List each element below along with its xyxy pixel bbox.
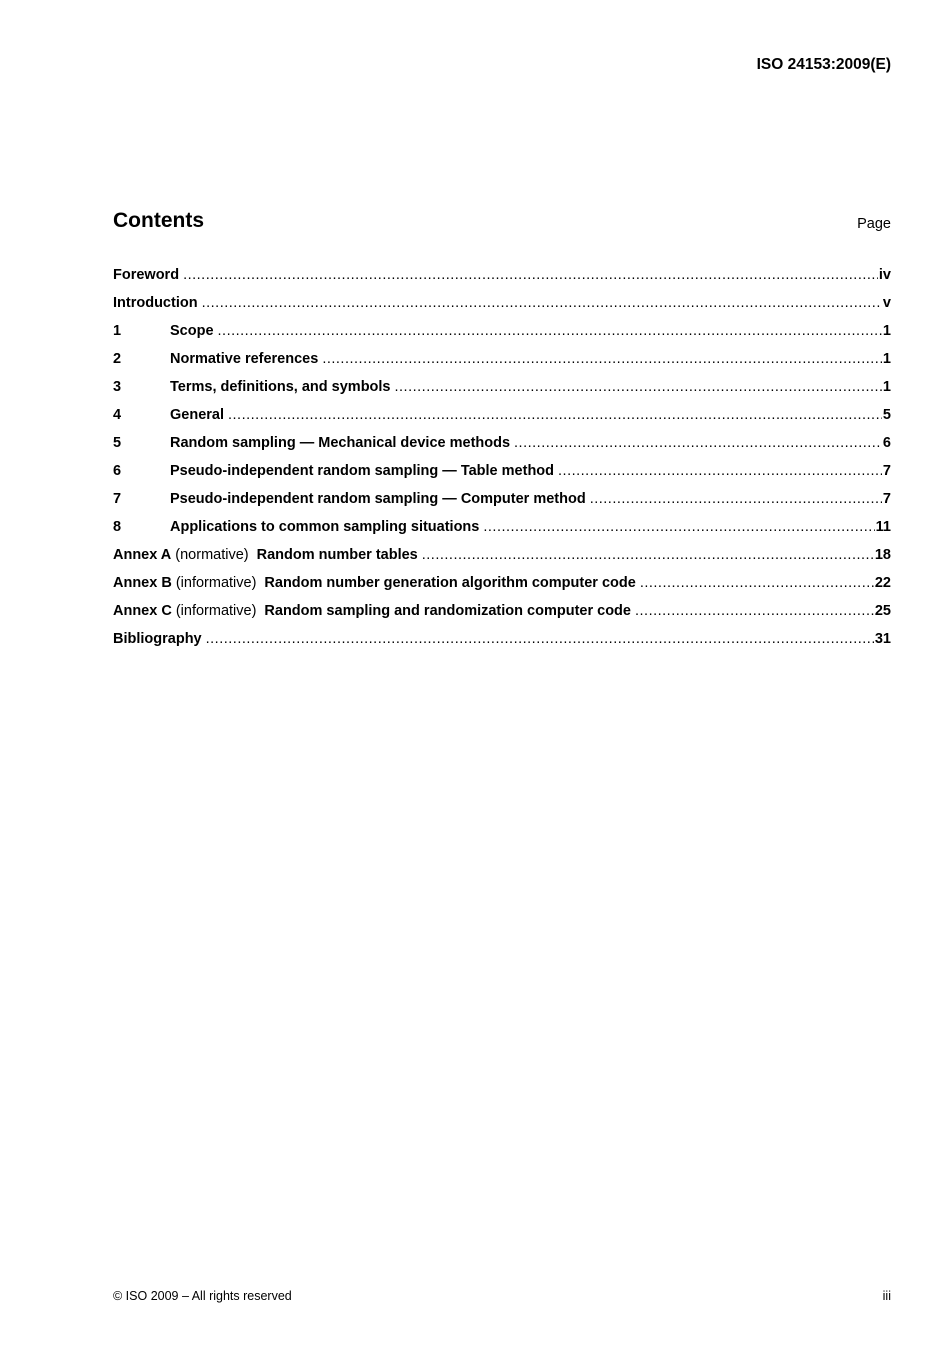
toc-entry-title: Random sampling and randomization computer code: [264, 603, 631, 619]
toc-entry-number: 8: [113, 519, 122, 535]
table-of-contents: [113, 267, 891, 659]
toc-entry-page: 6: [882, 435, 891, 451]
toc-entry-terms[interactable]: [113, 379, 891, 407]
toc-entry-annex-b[interactable]: [113, 575, 891, 603]
toc-entry-page: 31: [874, 631, 891, 647]
toc-entry-page: 5: [882, 407, 891, 423]
toc-entry-title: Scope: [170, 323, 214, 339]
toc-entry-introduction[interactable]: [113, 295, 891, 323]
toc-entry-page: 1: [882, 323, 891, 339]
toc-entry-number: 3: [113, 379, 122, 395]
toc-entry-title: Introduction: [113, 295, 198, 311]
toc-entry-number: 5: [113, 435, 122, 451]
toc-entry-page: v: [882, 295, 891, 311]
toc-leader-dots: [322, 351, 882, 367]
toc-entry-scope[interactable]: [113, 323, 891, 351]
toc-entry-annex-a[interactable]: [113, 547, 891, 575]
contents-heading: Contents: [113, 209, 204, 232]
toc-entry-applications[interactable]: [113, 519, 891, 547]
toc-leader-dots: [558, 463, 882, 479]
toc-entry-bibliography[interactable]: [113, 631, 891, 659]
toc-entry-number: 7: [113, 491, 122, 507]
toc-annex-label: Annex C: [113, 603, 172, 619]
toc-leader-dots: [514, 435, 882, 451]
toc-entry-title: Foreword: [113, 267, 180, 283]
toc-entry-normative-references[interactable]: [113, 351, 891, 379]
toc-entry-title: General: [170, 407, 224, 423]
toc-entry-page: 7: [882, 463, 891, 479]
toc-leader-dots: [228, 407, 882, 423]
toc-annex-label: Annex B: [113, 575, 172, 591]
toc-annex-type: (informative): [175, 603, 257, 619]
toc-entry-table-method[interactable]: [113, 463, 891, 491]
toc-leader-dots: [202, 295, 882, 311]
toc-leader-dots: [590, 491, 882, 507]
toc-entry-number: 1: [113, 323, 122, 339]
toc-entry-title: Random number tables: [256, 547, 418, 563]
toc-leader-dots: [395, 379, 882, 395]
toc-leader-dots: [483, 519, 874, 535]
toc-entry-title: Random sampling — Mechanical device methods: [170, 435, 511, 451]
toc-entry-page: 1: [882, 379, 891, 395]
toc-entry-mechanical-methods[interactable]: [113, 435, 891, 463]
toc-leader-dots: [206, 631, 874, 647]
toc-entry-title: Random number generation algorithm computer code: [264, 575, 636, 591]
page-column-label: Page: [857, 216, 891, 232]
toc-entry-annex-c[interactable]: [113, 603, 891, 631]
toc-leader-dots: [640, 575, 874, 591]
document-identifier: ISO 24153:2009(E): [756, 56, 891, 73]
toc-leader-dots: [422, 547, 874, 563]
toc-entry-page: 7: [882, 491, 891, 507]
footer-page-number: iii: [882, 1289, 891, 1303]
toc-leader-dots: [183, 267, 878, 283]
toc-entry-number: 4: [113, 407, 122, 423]
toc-entry-title: Terms, definitions, and symbols: [170, 379, 391, 395]
toc-entry-computer-method[interactable]: [113, 491, 891, 519]
toc-entry-page: 11: [875, 519, 891, 535]
toc-entry-number: 2: [113, 351, 122, 367]
toc-entry-general[interactable]: [113, 407, 891, 435]
toc-entry-page: 1: [882, 351, 891, 367]
toc-leader-dots: [218, 323, 882, 339]
toc-entry-page: 25: [874, 603, 891, 619]
footer-copyright: © ISO 2009 – All rights reserved: [113, 1289, 292, 1303]
toc-entry-page: iv: [878, 267, 891, 283]
toc-leader-dots: [635, 603, 874, 619]
toc-entry-page: 22: [874, 575, 891, 591]
toc-entry-page: 18: [874, 547, 891, 563]
toc-entry-title: Pseudo-independent random sampling — Computer method: [170, 491, 586, 507]
toc-entry-title: Pseudo-independent random sampling — Table method: [170, 463, 555, 479]
toc-annex-label: Annex A: [113, 547, 172, 563]
toc-entry-number: 6: [113, 463, 122, 479]
toc-annex-type: (informative): [175, 575, 257, 591]
toc-entry-foreword[interactable]: [113, 267, 891, 295]
toc-annex-type: (normative): [175, 547, 249, 563]
toc-entry-title: Bibliography: [113, 631, 202, 647]
toc-entry-title: Normative references: [170, 351, 319, 367]
toc-entry-title: Applications to common sampling situations: [170, 519, 480, 535]
